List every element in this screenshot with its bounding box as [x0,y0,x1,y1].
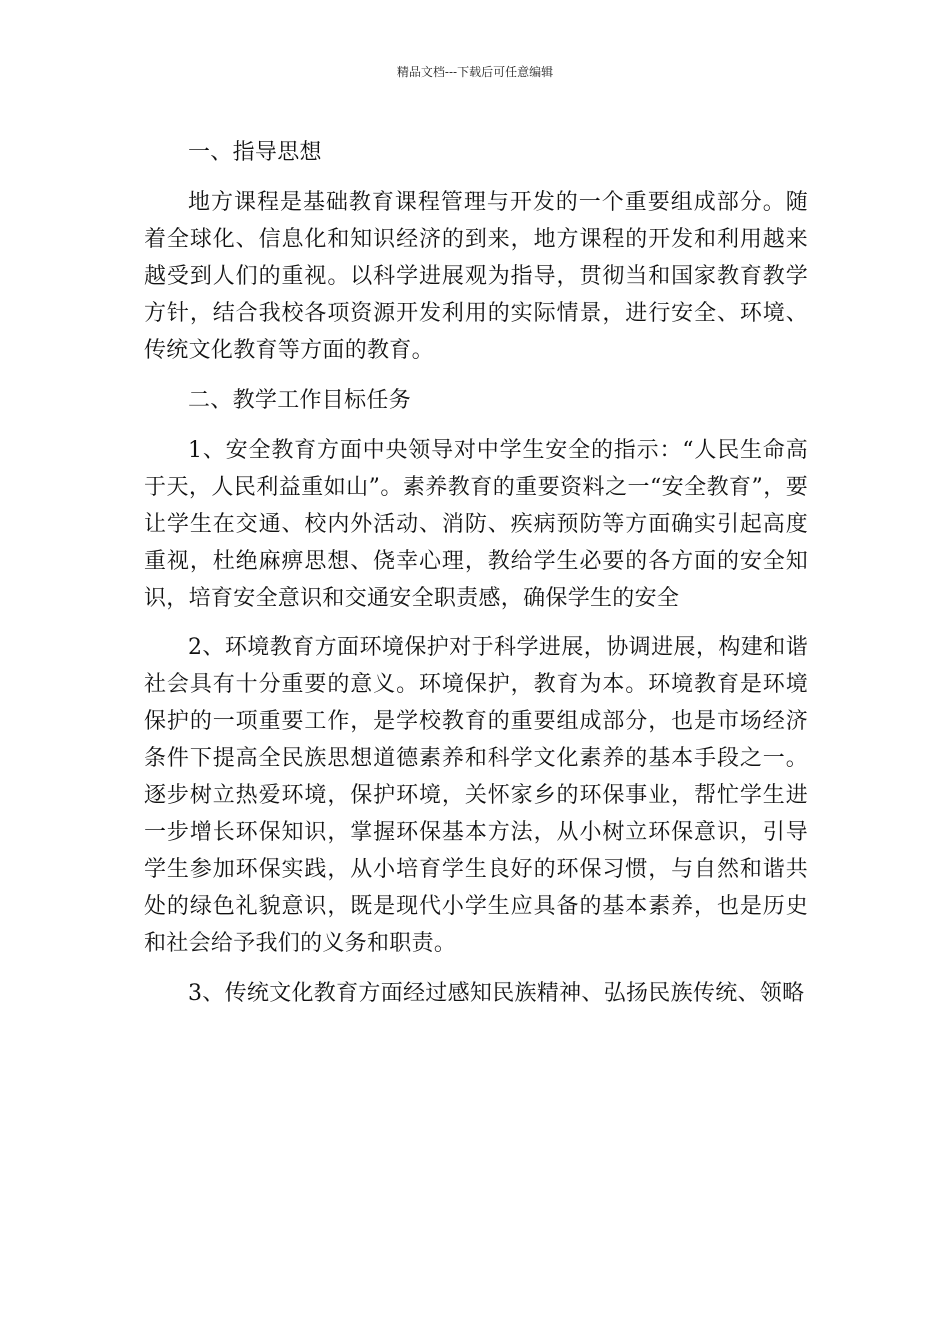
paragraph-traditional-culture-education: 3、传统文化教育方面经过感知民族精神、弘扬民族传统、领略 [188,981,805,1006]
paragraph-safety-education: 1、安全教育方面中央领导对中学生安全的指示：“人民生命高于天，人民利益重如山”。素养教育的重要资料之一“安全教育”，要让学生在交通、校内外活动、消防、疾病预防等方面确实引起高度重视，杜绝麻痹思想、侥幸心理，教给学生必要的各方面的安全知识，培育安全意识和交通安全职责感，确保学生的安全 [144,438,808,611]
section-heading-teaching-goals: 二、教学工作目标任务 [188,388,412,413]
paragraph-local-curriculum: 地方课程是基础教育课程管理与开发的一个重要组成部分。随着全球化、信息化和知识经济的到来，地方课程的开发和利用越来越受到人们的重视。以科学进展观为指导，贯彻当和国家教育教学方针，结合我校各项资源开发利用的实际情景，进行安全、环境、传统文化教育等方面的教育。 [144,190,808,363]
section-heading-guiding-ideology: 一、指导思想 [188,140,322,165]
page-header: 精品文档---下载后可任意编辑 [396,65,554,79]
paragraph-environment-education: 2、环境教育方面环境保护对于科学进展，协调进展，构建和谐社会具有十分重要的意义。环境保护，教育为本。环境教育是环境保护的一项重要工作，是学校教育的重要组成部分，也是市场经济条件下提高全民族思想道德素养和科学文化素养的基本手段之一。逐步树立热爱环境，保护环境，关怀家乡的环保事业，帮忙学生进一步增长环保知识，掌握环保基本方法，从小树立环保意识，引导学生参加环保实践，从小培育学生良好的环保习惯，与自然和谐共处的绿色礼貌意识，既是现代小学生应具备的基本素养，也是历史和社会给予我们的义务和职责。 [144,635,808,956]
document-body [144,134,808,1024]
